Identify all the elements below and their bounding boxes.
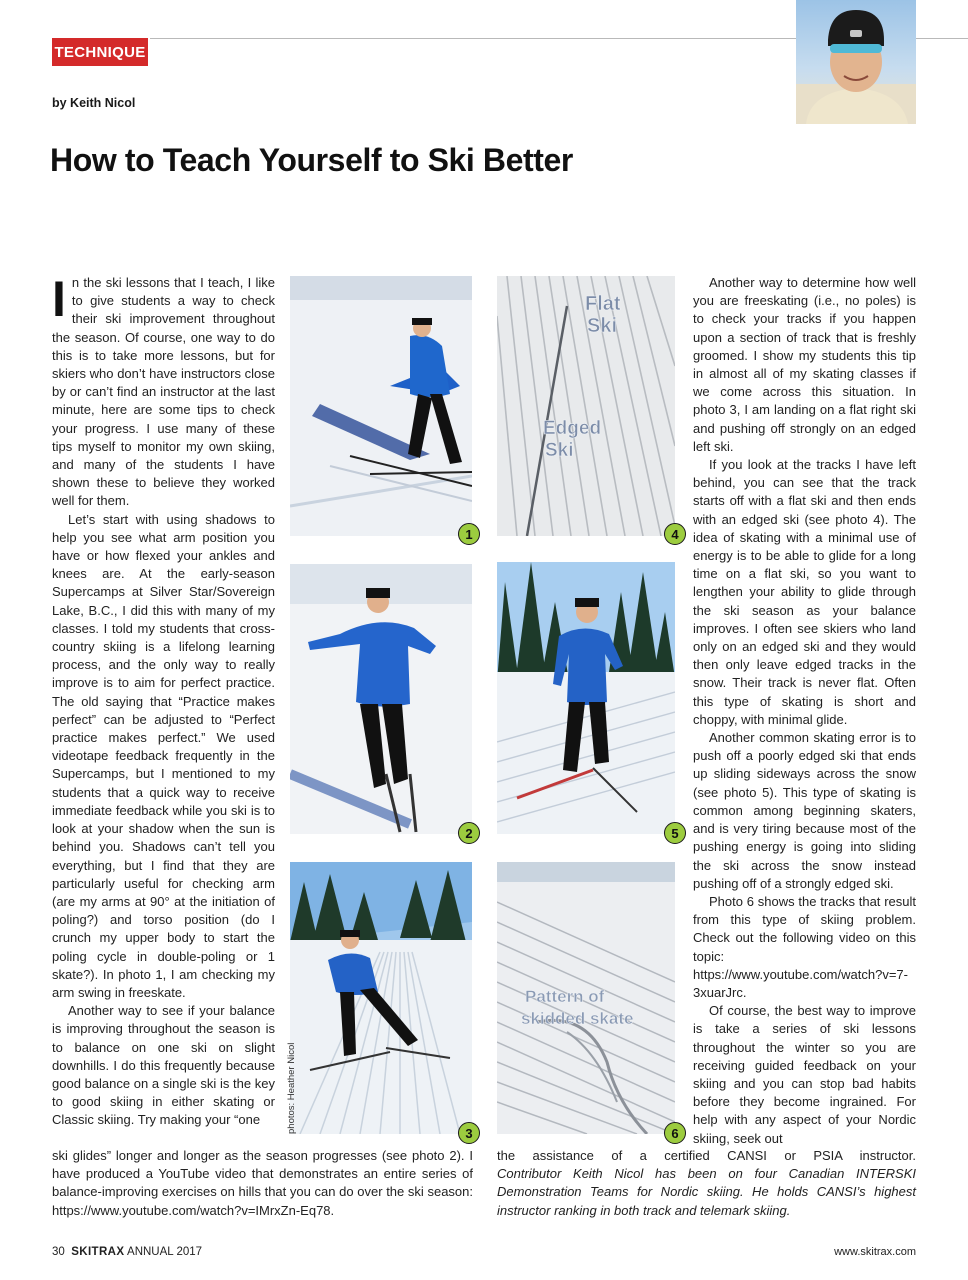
photo-4 [497,276,675,536]
article-paragraph: Let’s start with using shadows to help you see what arm position you have or how flexed your ankles and knees are. At the early-season Supercamps at Silver Star/Sovereign Lake, B.C., I did this with many of my classes. I told my students that cross-country skiing is a lifelong learning process, and the only way to really improve is to aim for perfect practice. The old saying that “Practice makes perfect” can be adjusted to “Perfect practice makes perfect.” We used videotape feedback frequently in the Supercamps, but I mentioned to my students that a quick way to receive immediate feedback while you ski is to look at your shadow when the sun is behind you. Shadows can’t tell you everything, but I find that they are particularly useful for checking arm (are my arms at 90° at the initiation of poling?) and torso position (do I crunch my upper body to start the poling cycle in double-poling or 1 skate?). In photo 1, I am checking my arm swing in freeskate. [52,511,275,1000]
article-paragraph: Of course, the best way to improve is take a series of ski lessons throughout the winter so you are receiving guided feedback on your skiing and you can stop bad habits before they become ingrained. For help with any aspect of your Nordic skiing, seek out [693,1003,916,1146]
photo-overlay-text: Edged [543,418,602,439]
website-link[interactable]: www.skitrax.com [834,1246,916,1258]
photo-6 [497,862,675,1134]
contributor-note: Contributor Keith Nicol has been on four Canadian INTERSKI Demonstration Teams for Nordic skiing. He holds CANSI’s highest instructor ranking in both track and telemark skiing. [497,1166,916,1218]
photo-overlay-text: Pattern of [525,987,605,1006]
article-paragraph: If you look at the tracks I have left behind, you can see that the track starts off with a flat ski and then ends with an edged ski (see photo 4). The idea of skating with a minimal use of energy is to be able to glide for a long time on a flat ski, so you want to lengthen your ability to glide through the ski season as your balance improves. I often see skiers who land only on an edged ski and they would then only leave edged tracks in the snow. Their track is never flat. Often this type of skating is short and choppy, with minimal glide. [693,457,916,727]
magazine-name: SKITRAX [71,1246,125,1258]
article-closing-line: the assistance of a certified CANSI or PSIA instructor. [497,1148,916,1163]
article-right-column [693,274,916,1148]
article-left-spill: ski glides” longer and longer as the season progresses (see photo 2). I have produced a YouTube video that demonstrates an entire series of balance-improving exercises on hills that you can do over the ski season: https://www.youtube.com/watch?v=IMrxZn-Eq78. [52,1148,473,1218]
photo-number-badge: 2 [458,822,480,844]
photo-5 [497,562,675,834]
headline: How to Teach Yourself to Ski Better [50,142,573,178]
article-right-spill [497,1147,916,1220]
byline: by Keith Nicol [52,96,136,110]
photo-number-badge: 4 [664,523,686,545]
page-number: 30 [52,1246,65,1258]
article-paragraph: Another way to see if your balance is improving throughout the season is to balance on one ski on slight downhills. I do this frequently because good balance on a single ski is the key to good skiing in either skating or Classic skiing. Try making your “one [52,1003,275,1128]
author-portrait [796,0,916,124]
photo-number-badge: 5 [664,822,686,844]
photo-overlay-text: Ski [587,315,618,337]
photo-overlay-text: skidded skate [521,1009,634,1028]
photo-1 [290,276,472,536]
photo-credit: photos: Heather Nicol [286,1042,297,1134]
photo-number-badge: 3 [458,1122,480,1144]
section-tag: TECHNIQUE [52,38,148,66]
article-left-column [52,271,275,1130]
photo-number-badge: 6 [664,1122,686,1144]
issue-label: ANNUAL 2017 [127,1246,203,1258]
photo-number-badge: 1 [458,523,480,545]
article-paragraph: In the ski lessons that I teach, I like to give students a way to check their ski improvement throughout the season. Of course, one way to do this is to take more lessons, but for skiers who don’t have instructors close by or can’t find an instructor at the last minute, here are some tips to check your progress. I use many of these tips myself to monitor my own skiing, and many of the students I have shown these to believe they worked well for them. [52,271,275,509]
drop-cap: I [52,271,66,327]
article-paragraph: Another way to determine how well you are freeskating (i.e., no poles) is to check your tracks if you happen upon a section of track that is freshly groomed. I show my students this tip in almost all of my skating classes if we come across this situation. In photo 3, I am landing on a flat right ski and pushing off strongly on an edged left ski. [693,275,916,454]
photo-overlay-text: Flat [585,293,621,315]
article-paragraph: Photo 6 shows the tracks that result from this type of skiing problem. Check out the following video on this topic: https://www.youtube.com/watch?v=7-3xuarJrc. [693,893,916,1000]
article-paragraph: Another common skating error is to push off a poorly edged ski that ends up sliding sideways across the snow (see photo 5). This type of skating is common among beginning skaters, and is very tiring because most of the pushing energy is going into sliding the ski across the snow instead pushing off of a strongly edged ski. [693,730,916,891]
photo-2 [290,564,472,834]
photo-3 [290,862,472,1134]
photo-overlay-text: Ski [545,440,574,461]
page-footer [52,1246,202,1258]
